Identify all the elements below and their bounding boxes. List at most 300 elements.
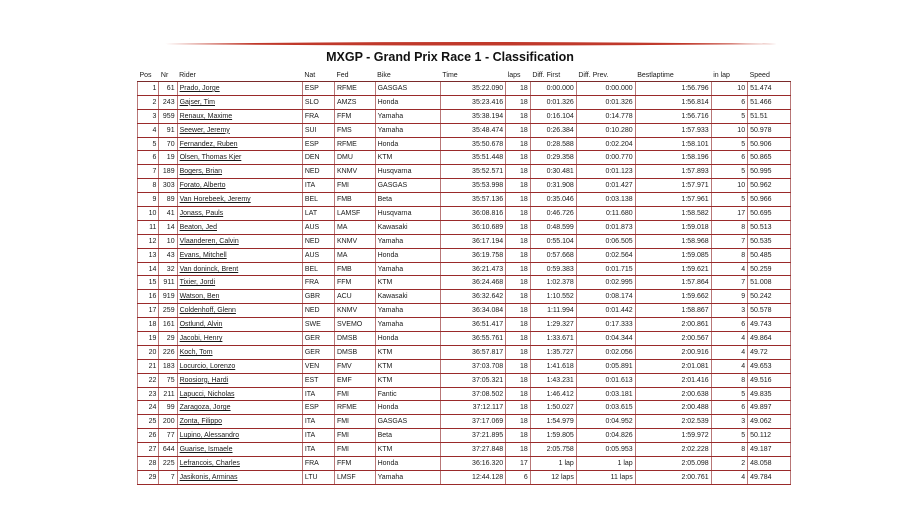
cell-nr: 911 [159,276,177,290]
cell-in-lap: 4 [711,332,747,346]
cell-nr: 919 [159,290,177,304]
cell-nr: 200 [159,415,177,429]
cell-bestlaptime: 1:59.662 [635,290,711,304]
cell-speed: 50.906 [748,137,791,151]
table-row [138,429,791,443]
cell-diff-prev: 0:02.564 [576,248,635,262]
cell-bestlaptime: 1:59.018 [635,220,711,234]
cell-speed: 50.865 [748,151,791,165]
cell-time: 37:12.117 [440,401,505,415]
cell-in-lap: 2 [711,457,747,471]
cell-bike: Kawasaki [375,290,440,304]
cell-laps: 18 [506,234,531,248]
rider-link[interactable]: Beaton, Jed [179,223,217,231]
cell-pos: 7 [138,165,159,179]
cell-rider [177,262,302,276]
rider-link[interactable]: Seewer, Jeremy [179,126,230,134]
col-header-nr: Nr [159,70,177,82]
table-row [138,220,791,234]
cell-in-lap: 10 [711,179,747,193]
cell-time: 35:51.448 [440,151,505,165]
cell-rider [177,359,302,373]
cell-in-lap: 8 [711,373,747,387]
cell-bike: Yamaha [375,109,440,123]
cell-time: 36:32.642 [440,290,505,304]
cell-in-lap: 8 [711,443,747,457]
cell-time: 35:50.678 [440,137,505,151]
cell-time: 35:23.416 [440,95,505,109]
cell-diff-prev: 0:00.770 [576,151,635,165]
cell-nat: ITA [302,429,334,443]
cell-rider [177,165,302,179]
cell-diff-prev: 0:10.280 [576,123,635,137]
cell-fed: FFM [334,457,375,471]
cell-speed: 50.513 [748,220,791,234]
cell-diff-first: 1:02.378 [530,276,576,290]
cell-pos: 3 [138,109,159,123]
cell-diff-first: 1:10.552 [530,290,576,304]
cell-bestlaptime: 1:56.814 [635,95,711,109]
cell-time: 36:08.816 [440,207,505,221]
cell-diff-prev: 0:02.056 [576,345,635,359]
cell-time: 37:21.895 [440,429,505,443]
cell-speed: 48.058 [748,457,791,471]
rider-link[interactable]: Lapucci, Nicholas [179,390,235,398]
cell-laps: 18 [506,165,531,179]
cell-nat: LAT [302,207,334,221]
cell-time: 36:16.320 [440,457,505,471]
cell-pos: 24 [138,401,159,415]
cell-bike: Honda [375,95,440,109]
rider-link[interactable]: Zaragoza, Jorge [179,404,231,412]
rider-link[interactable]: Lupino, Alessandro [179,432,240,440]
cell-nat: LTU [302,470,334,484]
cell-pos: 26 [138,429,159,443]
cell-rider [177,179,302,193]
rider-link[interactable]: Jasikonis, Arminas [179,473,238,481]
cell-nr: 91 [159,123,177,137]
cell-fed: SVEMO [334,318,375,332]
cell-nr: 29 [159,332,177,346]
cell-in-lap: 3 [711,304,747,318]
cell-diff-first: 0:46.726 [530,207,576,221]
cell-fed: DMSB [334,345,375,359]
cell-nr: 7 [159,470,177,484]
cell-pos: 28 [138,457,159,471]
cell-diff-first: 1:33.671 [530,332,576,346]
cell-diff-first: 0:29.358 [530,151,576,165]
cell-diff-first: 0:00.000 [530,82,576,96]
cell-nat: ESP [302,82,334,96]
rider-link[interactable]: Jacobi, Henry [179,334,223,342]
cell-nr: 99 [159,401,177,415]
table-row [138,345,791,359]
cell-diff-first: 0:31.908 [530,179,576,193]
cell-fed: RFME [334,401,375,415]
col-header-time: Time [440,70,505,82]
cell-fed: FMI [334,443,375,457]
cell-nat: NED [302,304,334,318]
cell-in-lap: 8 [711,220,747,234]
cell-nr: 10 [159,234,177,248]
cell-pos: 16 [138,290,159,304]
cell-nr: 75 [159,373,177,387]
cell-time: 36:17.194 [440,234,505,248]
table-row [138,109,791,123]
table-row [138,165,791,179]
cell-fed: LMSF [334,470,375,484]
cell-laps: 18 [506,82,531,96]
cell-bike: Yamaha [375,304,440,318]
cell-bestlaptime: 1:57.893 [635,165,711,179]
cell-diff-prev: 0:01.326 [576,95,635,109]
cell-nr: 189 [159,165,177,179]
cell-diff-prev: 0:05.953 [576,443,635,457]
col-header-pos: Pos [138,70,159,82]
cell-bestlaptime: 1:59.972 [635,429,711,443]
cell-nr: 70 [159,137,177,151]
cell-bike: Husqvarna [375,165,440,179]
rider-link[interactable]: Bogers, Brian [179,168,223,176]
rider-link[interactable]: Koch, Tom [179,348,213,356]
table-row [138,276,791,290]
cell-time: 37:03.708 [440,359,505,373]
cell-laps: 18 [506,443,531,457]
cell-bike: Honda [375,401,440,415]
cell-in-lap: 6 [711,401,747,415]
cell-in-lap: 5 [711,109,747,123]
table-row [138,443,791,457]
rider-link[interactable]: Lefrancois, Charles [179,459,240,467]
cell-bestlaptime: 1:58.867 [635,304,711,318]
cell-bestlaptime: 1:56.796 [635,82,711,96]
table-row [138,359,791,373]
rider-link[interactable]: Van Horebeek, Jeremy [179,196,251,204]
rider-link[interactable]: Zonta, Filippo [179,418,223,426]
cell-diff-first: 0:35.046 [530,193,576,207]
cell-pos: 14 [138,262,159,276]
cell-nr: 32 [159,262,177,276]
cell-diff-first: 0:59.383 [530,262,576,276]
rider-link[interactable]: Coldenhoff, Glenn [179,307,236,315]
table-row [138,415,791,429]
cell-pos: 25 [138,415,159,429]
cell-pos: 13 [138,248,159,262]
cell-bike: KTM [375,443,440,457]
rider-link[interactable]: Locurcio, Lorenzo [179,362,236,370]
cell-bestlaptime: 1:57.864 [635,276,711,290]
cell-fed: EMF [334,373,375,387]
cell-diff-prev: 0:01.427 [576,179,635,193]
cell-laps: 18 [506,304,531,318]
cell-bike: Yamaha [375,262,440,276]
cell-diff-first: 1 lap [530,457,576,471]
cell-nr: 225 [159,457,177,471]
cell-bestlaptime: 2:02.228 [635,443,711,457]
cell-rider [177,109,302,123]
cell-time: 37:27.848 [440,443,505,457]
cell-nat: GBR [302,290,334,304]
cell-speed: 51.008 [748,276,791,290]
cell-fed: FFM [334,109,375,123]
cell-rider [177,457,302,471]
cell-diff-prev: 0:06.505 [576,234,635,248]
cell-pos: 9 [138,193,159,207]
cell-bestlaptime: 1:59.621 [635,262,711,276]
cell-pos: 15 [138,276,159,290]
cell-bike: Yamaha [375,123,440,137]
cell-diff-prev: 0:04.344 [576,332,635,346]
cell-speed: 49.743 [748,318,791,332]
cell-diff-prev: 0:03.138 [576,193,635,207]
cell-time: 37:08.502 [440,387,505,401]
cell-nat: NED [302,165,334,179]
cell-bestlaptime: 1:59.085 [635,248,711,262]
cell-bike: Honda [375,137,440,151]
cell-in-lap: 9 [711,290,747,304]
cell-pos: 11 [138,220,159,234]
cell-rider [177,415,302,429]
cell-laps: 18 [506,137,531,151]
cell-nat: ITA [302,415,334,429]
cell-diff-first: 1:46.412 [530,387,576,401]
cell-nat: BEL [302,262,334,276]
table-row [138,123,791,137]
cell-bike: Yamaha [375,234,440,248]
cell-bike: Honda [375,332,440,346]
cell-nr: 211 [159,387,177,401]
rider-link[interactable]: Roosiorg, Hardi [179,376,229,384]
cell-diff-prev: 0:01.442 [576,304,635,318]
cell-laps: 18 [506,207,531,221]
cell-nr: 259 [159,304,177,318]
cell-nr: 243 [159,95,177,109]
cell-time: 12:44.128 [440,470,505,484]
cell-diff-first: 0:30.481 [530,165,576,179]
cell-bike: GASGAS [375,179,440,193]
cell-laps: 18 [506,387,531,401]
cell-speed: 50.485 [748,248,791,262]
cell-in-lap: 5 [711,387,747,401]
cell-bike: Husqvarna [375,207,440,221]
cell-laps: 18 [506,290,531,304]
cell-diff-prev: 0:11.680 [576,207,635,221]
cell-in-lap: 7 [711,276,747,290]
cell-speed: 51.466 [748,95,791,109]
cell-laps: 18 [506,248,531,262]
cell-diff-prev: 0:04.826 [576,429,635,443]
cell-rider [177,276,302,290]
page-title: MXGP - Grand Prix Race 1 - Classification [326,50,574,64]
col-header-speed: Speed [748,70,791,82]
cell-diff-first: 0:16.104 [530,109,576,123]
cell-pos: 22 [138,373,159,387]
rider-link[interactable]: Renaux, Maxime [179,112,233,120]
rider-link[interactable]: Olsen, Thomas Kjer [179,154,242,162]
rider-link[interactable]: Gajser, Tim [179,98,215,106]
header-accent-bar [165,41,777,47]
cell-rider [177,95,302,109]
cell-laps: 18 [506,401,531,415]
cell-nat: AUS [302,220,334,234]
cell-diff-prev: 0:01.873 [576,220,635,234]
cell-speed: 49.187 [748,443,791,457]
cell-in-lap: 5 [711,137,747,151]
cell-fed: KNMV [334,304,375,318]
cell-laps: 18 [506,345,531,359]
table-row [138,248,791,262]
cell-rider [177,290,302,304]
cell-in-lap: 5 [711,193,747,207]
rider-link[interactable]: Evans, Mitchell [179,251,227,259]
col-header-laps: laps [506,70,531,82]
cell-rider [177,318,302,332]
cell-pos: 17 [138,304,159,318]
cell-nat: NED [302,234,334,248]
cell-bike: GASGAS [375,415,440,429]
cell-bestlaptime: 2:00.488 [635,401,711,415]
cell-nr: 89 [159,193,177,207]
cell-bike: Kawasaki [375,220,440,234]
table-row [138,193,791,207]
cell-rider [177,345,302,359]
cell-fed: DMSB [334,332,375,346]
rider-link[interactable]: Vlaanderen, Calvin [179,237,239,245]
cell-nat: ITA [302,387,334,401]
cell-time: 36:24.468 [440,276,505,290]
cell-in-lap: 6 [711,151,747,165]
cell-fed: FMI [334,387,375,401]
cell-fed: MA [334,248,375,262]
cell-bestlaptime: 1:58.968 [635,234,711,248]
cell-pos: 8 [138,179,159,193]
cell-laps: 18 [506,359,531,373]
table-row [138,373,791,387]
cell-diff-prev: 0:08.174 [576,290,635,304]
cell-bike: KTM [375,373,440,387]
cell-nat: SUI [302,123,334,137]
cell-diff-first: 0:57.668 [530,248,576,262]
cell-rider [177,151,302,165]
table-row [138,457,791,471]
cell-pos: 6 [138,151,159,165]
cell-rider [177,387,302,401]
cell-diff-prev: 0:01.715 [576,262,635,276]
cell-speed: 50.695 [748,207,791,221]
cell-laps: 18 [506,415,531,429]
cell-speed: 50.978 [748,123,791,137]
cell-pos: 4 [138,123,159,137]
cell-diff-first: 1:11.994 [530,304,576,318]
cell-time: 36:19.758 [440,248,505,262]
cell-rider [177,82,302,96]
cell-speed: 50.259 [748,262,791,276]
cell-in-lap: 4 [711,470,747,484]
cell-diff-prev: 11 laps [576,470,635,484]
table-row [138,401,791,415]
cell-nat: ITA [302,179,334,193]
cell-diff-first: 0:55.104 [530,234,576,248]
cell-bestlaptime: 2:00.567 [635,332,711,346]
cell-speed: 50.112 [748,429,791,443]
rider-link[interactable]: Ostlund, Alvin [179,321,223,329]
col-header-nat: Nat [302,70,334,82]
table-row [138,137,791,151]
cell-speed: 50.962 [748,179,791,193]
rider-link[interactable]: Van doninck, Brent [179,265,239,273]
rider-link[interactable]: Prado, Jorge [179,84,220,92]
cell-rider [177,470,302,484]
cell-in-lap: 6 [711,95,747,109]
cell-bestlaptime: 1:58.196 [635,151,711,165]
rider-link[interactable]: Forato, Alberto [179,182,226,190]
cell-laps: 18 [506,276,531,290]
cell-bike: KTM [375,151,440,165]
cell-pos: 23 [138,387,159,401]
cell-pos: 27 [138,443,159,457]
cell-bike: GASGAS [375,82,440,96]
table-row [138,290,791,304]
rider-link[interactable]: Tixier, Jordi [179,279,216,287]
cell-bike: Beta [375,193,440,207]
cell-in-lap: 8 [711,248,747,262]
rider-link[interactable]: Fernandez, Ruben [179,140,238,148]
rider-link[interactable]: Watson, Ben [179,293,220,301]
cell-bestlaptime: 2:05.098 [635,457,711,471]
cell-laps: 18 [506,193,531,207]
cell-nr: 183 [159,359,177,373]
cell-pos: 12 [138,234,159,248]
cell-bike: KTM [375,359,440,373]
rider-link[interactable]: Jonass, Pauls [179,209,224,217]
cell-speed: 49.835 [748,387,791,401]
table-row [138,82,791,96]
cell-fed: FMI [334,415,375,429]
table-row [138,234,791,248]
rider-link[interactable]: Guarise, Ismaele [179,446,233,454]
cell-speed: 51.51 [748,109,791,123]
cell-pos: 20 [138,345,159,359]
cell-nr: 644 [159,443,177,457]
cell-laps: 18 [506,220,531,234]
cell-diff-prev: 0:04.952 [576,415,635,429]
cell-diff-prev: 0:17.333 [576,318,635,332]
cell-laps: 18 [506,109,531,123]
cell-bestlaptime: 2:00.861 [635,318,711,332]
cell-fed: DMU [334,151,375,165]
col-header-bike: Bike [375,70,440,82]
cell-diff-first: 2:05.758 [530,443,576,457]
cell-fed: AMZS [334,95,375,109]
cell-rider [177,443,302,457]
cell-time: 36:34.084 [440,304,505,318]
cell-time: 36:55.761 [440,332,505,346]
cell-nat: ESP [302,401,334,415]
cell-rider [177,137,302,151]
cell-fed: KNMV [334,165,375,179]
cell-laps: 6 [506,470,531,484]
cell-diff-first: 1:29.327 [530,318,576,332]
cell-time: 37:05.321 [440,373,505,387]
cell-time: 35:22.090 [440,82,505,96]
cell-fed: FMI [334,429,375,443]
table-row [138,95,791,109]
cell-diff-prev: 0:02.995 [576,276,635,290]
cell-pos: 29 [138,470,159,484]
cell-fed: MA [334,220,375,234]
cell-laps: 18 [506,123,531,137]
cell-bike: KTM [375,345,440,359]
